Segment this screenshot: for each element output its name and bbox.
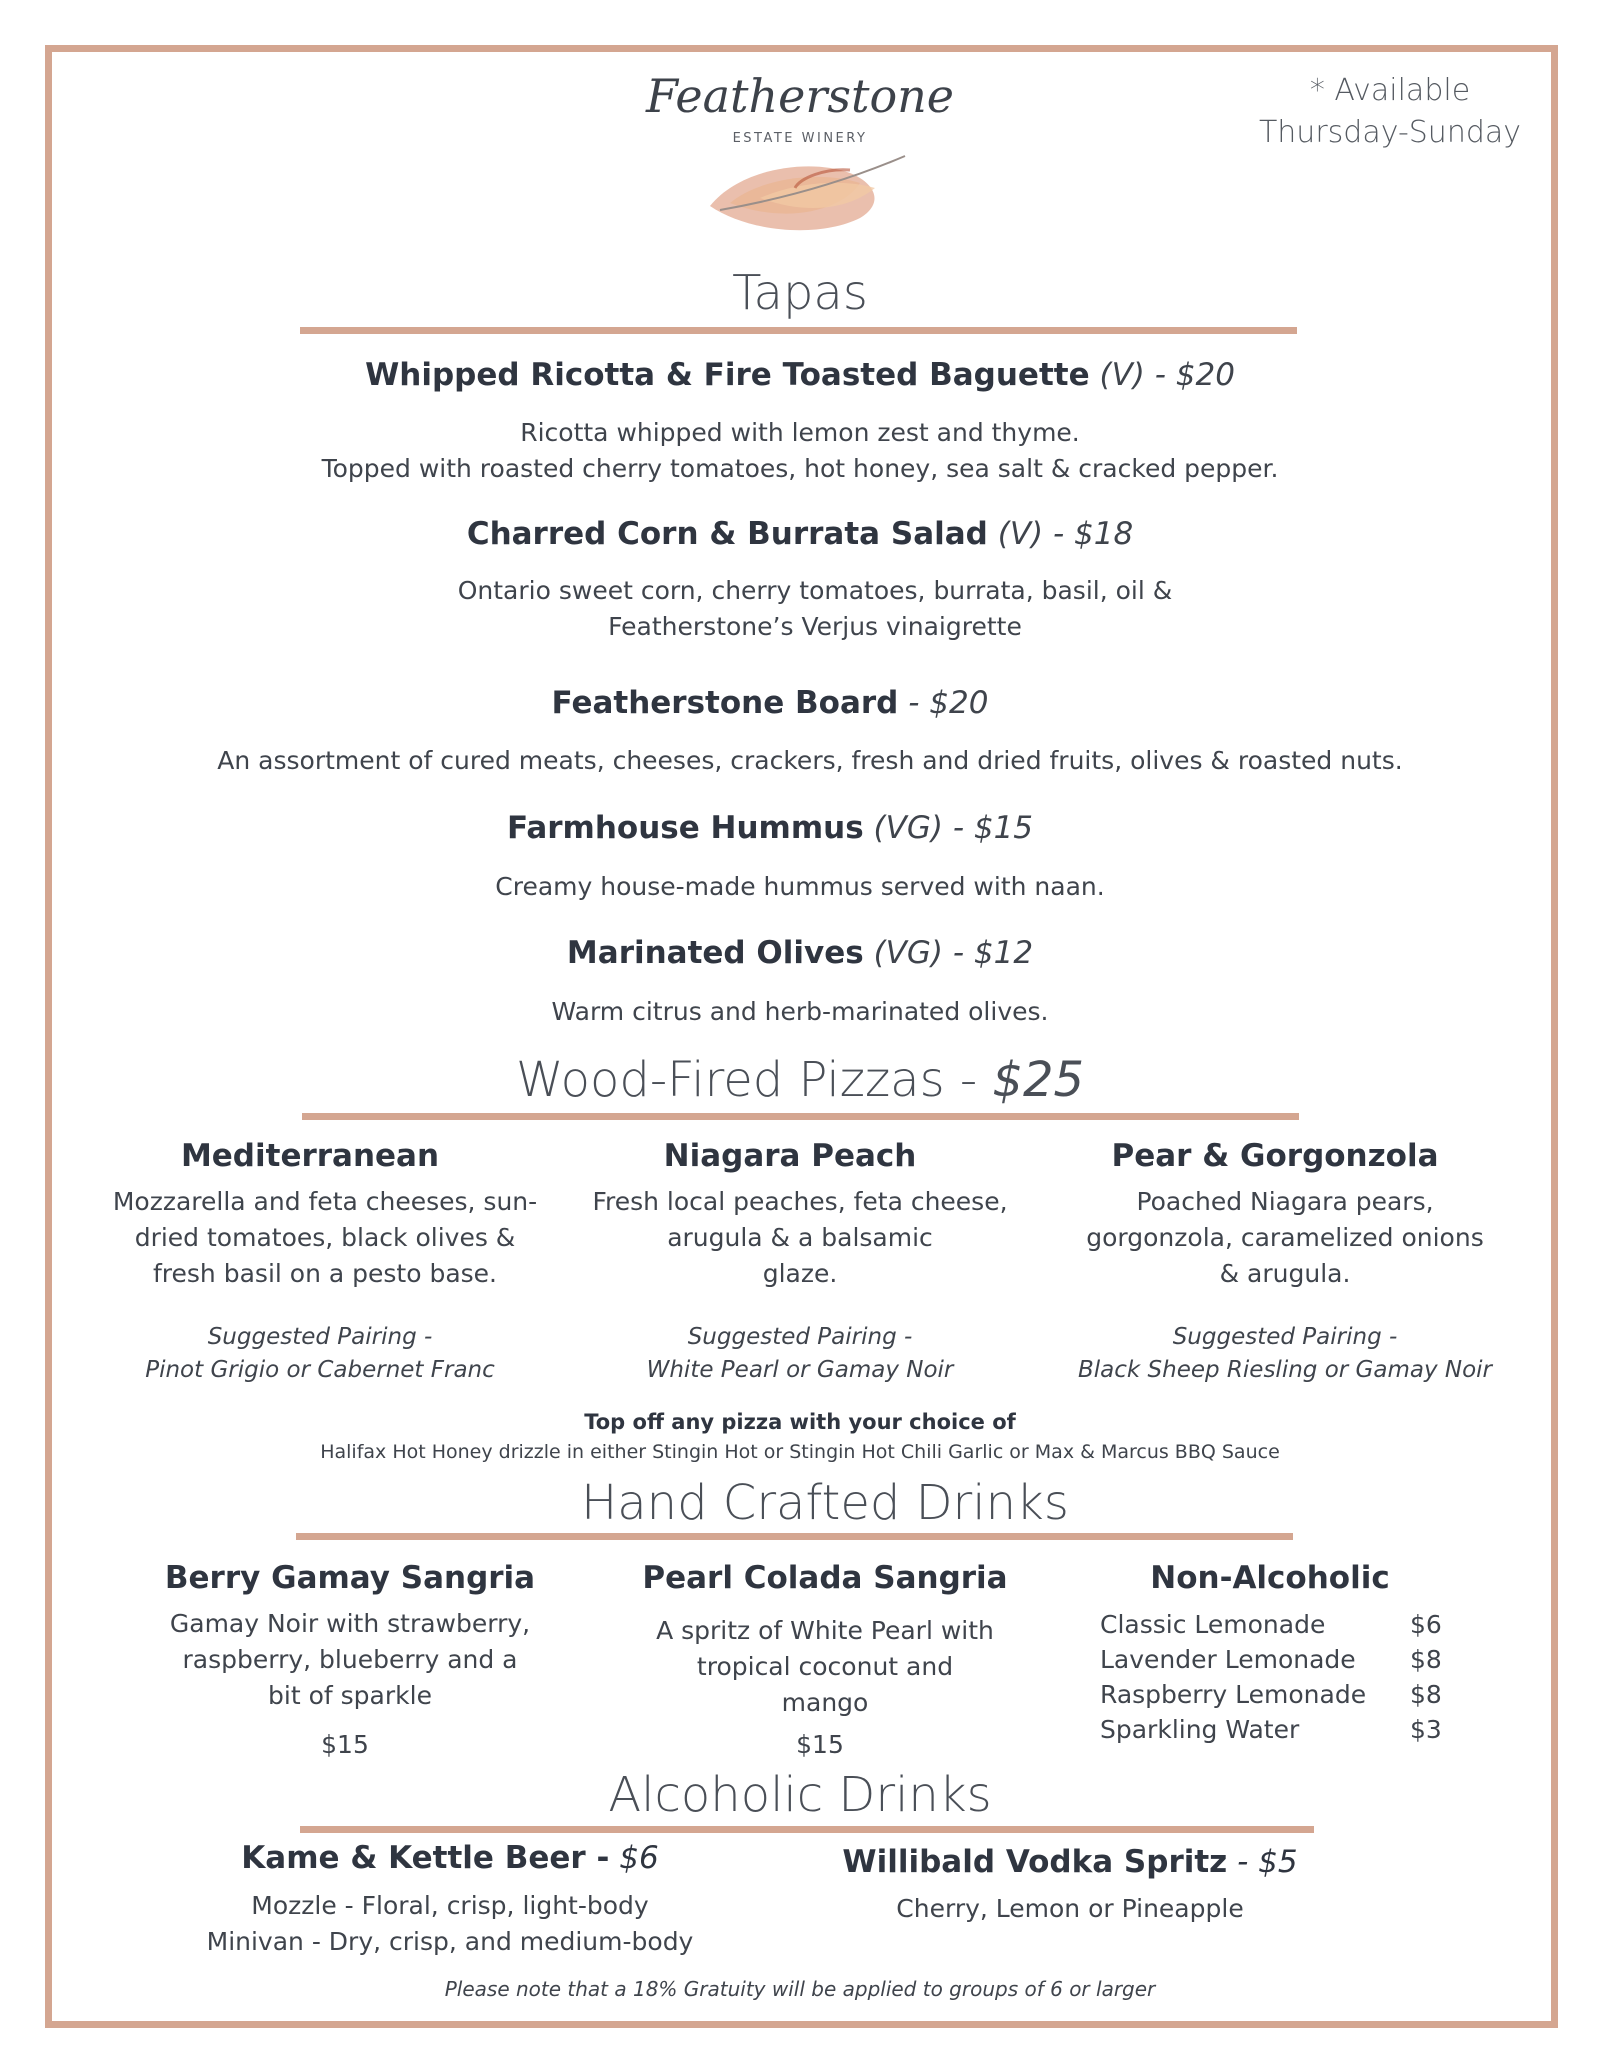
pairing-wines: Black Sheep Riesling or Gamay Noir — [1078, 1357, 1492, 1383]
availability-note — [1240, 70, 1540, 154]
non-alcoholic-name: Raspberry Lemonade — [1100, 1680, 1367, 1709]
drink-description — [140, 1606, 560, 1714]
description-line: dried tomatoes, black olives & — [134, 1223, 516, 1252]
beer-description — [200, 1888, 700, 1960]
description-line: Mozzarella and feta cheeses, sun- — [112, 1187, 538, 1216]
pairing-label: Suggested Pairing - — [1172, 1324, 1398, 1350]
availability-line-2: Thursday-Sunday — [1258, 115, 1522, 150]
pizzas-title — [350, 1052, 1250, 1108]
description-line: gorgonzola, caramelized onions — [1086, 1223, 1484, 1252]
featherstone-logo — [645, 60, 955, 140]
drink-description — [615, 1613, 1035, 1721]
tapas-item-title — [150, 810, 1390, 846]
pizza-name: Pear & Gorgonzola — [1111, 1138, 1439, 1174]
non-alcoholic-item — [1100, 1680, 1450, 1715]
tapas-divider — [300, 327, 1297, 334]
tapas-item-description — [150, 573, 1480, 645]
beer-title — [200, 1840, 700, 1876]
description-line: Creamy house-made hummus served with naan. — [495, 872, 1105, 901]
pizza-pairing — [1050, 1321, 1520, 1387]
pizza-name: Mediterranean — [180, 1138, 440, 1174]
non-alcoholic-price: $6 — [1410, 1610, 1442, 1639]
drink-name: Berry Gamay Sangria — [164, 1560, 536, 1596]
pizza-description — [95, 1184, 555, 1292]
tapas-item-price: - $20 — [898, 685, 989, 721]
non-alcoholic-name: Sparkling Water — [1100, 1715, 1300, 1744]
non-alcoholic-price: $8 — [1410, 1645, 1442, 1674]
description-line: Fresh local peaches, feta cheese, — [592, 1187, 1008, 1216]
non-alcoholic-item — [1100, 1715, 1450, 1750]
tapas-item-price: (VG) - $12 — [863, 935, 1034, 971]
pizza-description — [1055, 1184, 1515, 1292]
description-line: Minivan - Dry, crisp, and medium-body — [206, 1927, 694, 1956]
tapas-item-price: (VG) - $15 — [863, 810, 1034, 846]
non-alcoholic-name: Lavender Lemonade — [1100, 1645, 1356, 1674]
pizza-pairing — [575, 1321, 1025, 1387]
spritz-price: - $5 — [1227, 1844, 1298, 1880]
alcoholic-title: Alcoholic Drinks — [608, 1767, 992, 1823]
description-line: Mozzle - Floral, crisp, light-body — [251, 1891, 649, 1920]
topoff-heading: Top off any pizza with your choice of — [584, 1410, 1016, 1434]
description-line: Ontario sweet corn, cherry tomatoes, burrata, basil, oil & — [457, 576, 1173, 605]
spritz-name: Willibald Vodka Spritz — [842, 1844, 1228, 1880]
drinks-divider — [296, 1533, 1293, 1540]
description-line: Cherry, Lemon or Pineapple — [896, 1894, 1244, 1923]
description-line: Poached Niagara pears, — [1136, 1187, 1434, 1216]
description-line: & arugula. — [1219, 1259, 1351, 1288]
tapas-item-title — [150, 685, 1390, 721]
spritz-title — [810, 1844, 1330, 1880]
beer-name: Kame & Kettle Beer - — [241, 1840, 610, 1876]
tapas-title: Tapas — [732, 265, 868, 321]
availability-line-1: * Available — [1309, 73, 1471, 108]
pizzas-title-price: $25 — [992, 1052, 1085, 1108]
tapas-item-price: (V) - $20 — [1089, 357, 1235, 393]
tapas-item-title — [150, 935, 1450, 971]
drink-name: Pearl Colada Sangria — [642, 1560, 1008, 1596]
tapas-item-price: (V) - $18 — [987, 516, 1134, 552]
pairing-label: Suggested Pairing - — [687, 1324, 913, 1350]
description-line: glaze. — [762, 1259, 838, 1288]
tapas-item-title — [150, 516, 1450, 552]
tapas-item-title — [150, 357, 1450, 393]
alcoholic-divider — [300, 1826, 1314, 1833]
non-alcoholic-name: Classic Lemonade — [1100, 1610, 1326, 1639]
description-line: arugula & a balsamic — [667, 1223, 933, 1252]
tapas-item-name: Whipped Ricotta & Fire Toasted Baguette — [365, 357, 1090, 393]
topoff-options: Halifax Hot Honey drizzle in either Stingin Hot or Stingin Hot Chili Garlic or Max & Marcus BBQ Sauce — [320, 1441, 1280, 1463]
description-line: A spritz of White Pearl with — [656, 1616, 994, 1645]
svg-text:Featherstone: Featherstone — [645, 69, 955, 123]
pairing-wines: White Pearl or Gamay Noir — [646, 1357, 954, 1383]
description-line: Warm citrus and herb-marinated olives. — [551, 997, 1049, 1026]
description-line: bit of sparkle — [268, 1681, 432, 1710]
tapas-item-name: Featherstone Board — [551, 685, 899, 721]
drinks-title: Hand Crafted Drinks — [581, 1475, 1069, 1531]
beer-price: $6 — [609, 1840, 659, 1876]
description-line: mango — [781, 1688, 869, 1717]
gratuity-note: Please note that a 18% Gratuity will be applied to groups of 6 or larger — [444, 1977, 1156, 2001]
drink-price: $15 — [321, 1730, 369, 1759]
pairing-label: Suggested Pairing - — [207, 1324, 433, 1350]
non-alcoholic-price: $8 — [1410, 1680, 1442, 1709]
non-alcoholic-item — [1100, 1645, 1450, 1680]
pizza-pairing — [95, 1321, 545, 1387]
non-alcoholic-price: $3 — [1410, 1715, 1442, 1744]
tapas-item-description — [150, 415, 1450, 487]
pizza-name: Niagara Peach — [663, 1138, 917, 1174]
pizzas-divider — [302, 1113, 1299, 1120]
logo-subtitle: ESTATE WINERY — [732, 131, 868, 146]
non-alcoholic-title: Non-Alcoholic — [1150, 1560, 1390, 1596]
description-line: fresh basil on a pesto base. — [153, 1259, 497, 1288]
pizza-description — [570, 1184, 1030, 1292]
description-line: Gamay Noir with strawberry, — [169, 1609, 531, 1638]
pizzas-title-text: Wood-Fired Pizzas - — [515, 1052, 993, 1108]
feather-icon — [700, 148, 915, 240]
spritz-description — [810, 1891, 1330, 1927]
tapas-item-description — [150, 994, 1450, 1030]
pairing-wines: Pinot Grigio or Cabernet Franc — [145, 1357, 495, 1383]
tapas-item-description — [100, 743, 1520, 779]
description-line: Featherstone’s Verjus vinaigrette — [608, 612, 1022, 641]
tapas-item-name: Marinated Olives — [566, 935, 864, 971]
tapas-item-description — [150, 869, 1450, 905]
description-line: tropical coconut and — [696, 1652, 954, 1681]
description-line: An assortment of cured meats, cheeses, crackers, fresh and dried fruits, olives & roasted nuts. — [217, 746, 1403, 775]
tapas-item-name: Farmhouse Hummus — [506, 810, 864, 846]
description-line: Ricotta whipped with lemon zest and thyme. — [520, 418, 1080, 447]
description-line: raspberry, blueberry and a — [182, 1645, 518, 1674]
non-alcoholic-item — [1100, 1610, 1450, 1645]
tapas-item-name: Charred Corn & Burrata Salad — [466, 516, 988, 552]
description-line: Topped with roasted cherry tomatoes, hot honey, sea salt & cracked pepper. — [321, 454, 1279, 483]
drink-price: $15 — [796, 1730, 844, 1759]
